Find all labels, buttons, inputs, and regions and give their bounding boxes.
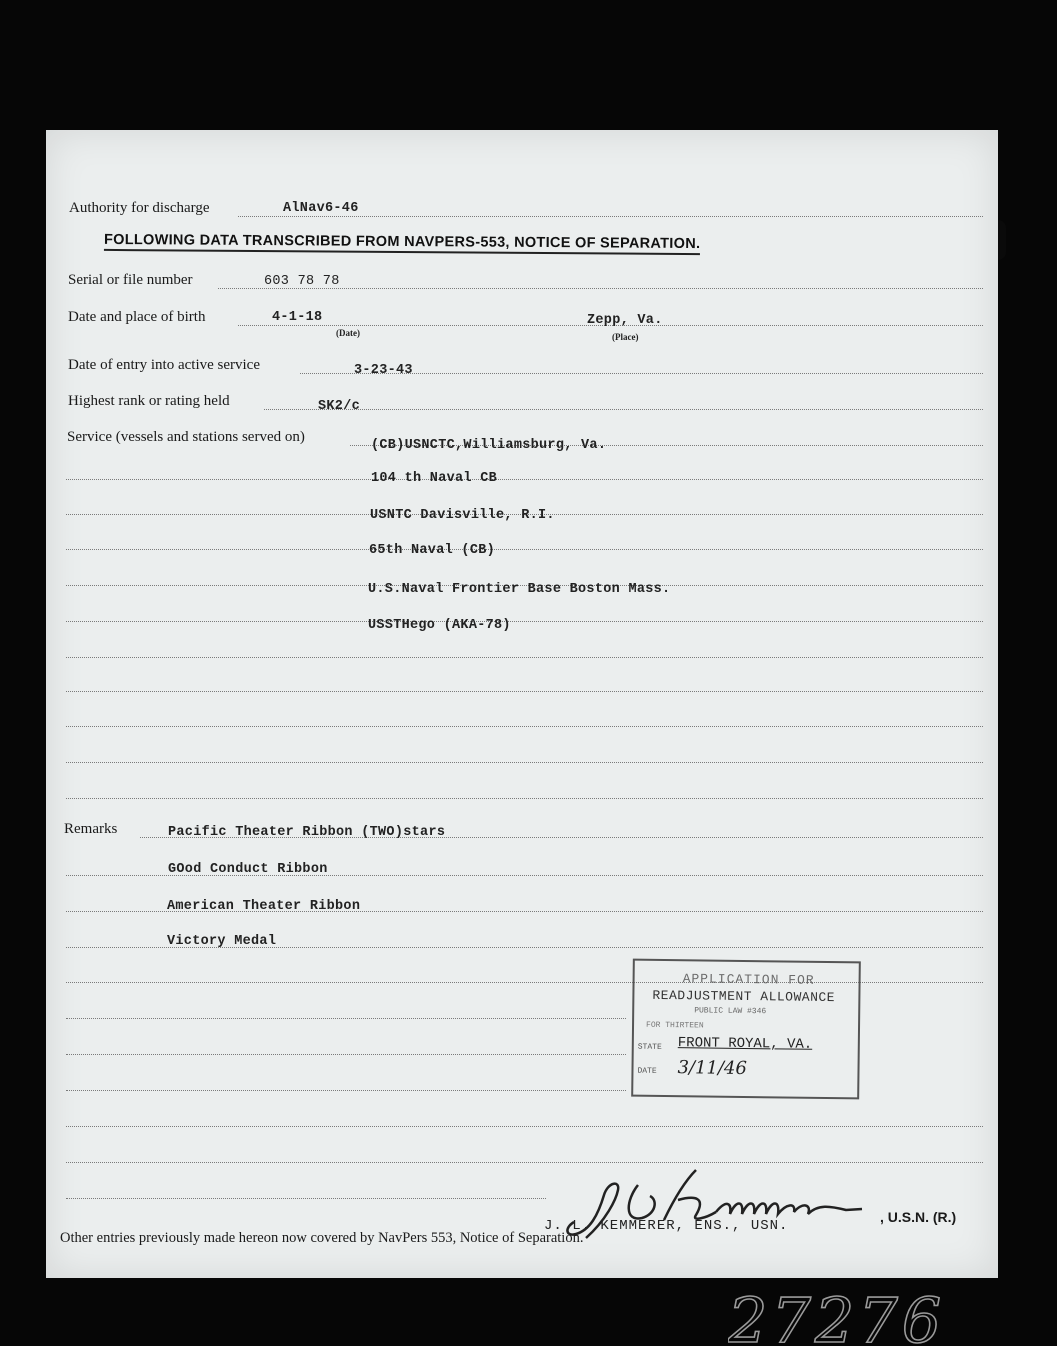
blank-line: [66, 1054, 626, 1055]
readjustment-allowance-stamp: [631, 959, 861, 1100]
blank-line: [66, 762, 983, 763]
serial-label: Serial or file number: [68, 272, 193, 288]
authority-value: AlNav6-46: [283, 201, 359, 216]
blank-line: [66, 1126, 983, 1127]
blank-line: [66, 798, 983, 799]
rank-line: [264, 409, 983, 410]
entry-value: 3-23-43: [354, 363, 413, 378]
service-entry: USSTHego (AKA-78): [368, 618, 511, 633]
birth-date: 4-1-18: [272, 310, 323, 325]
stamp-line-1: APPLICATION FOR: [682, 971, 815, 988]
remarks-entry: Victory Medal: [167, 934, 277, 949]
service-line-3: [66, 549, 983, 550]
blank-line: [66, 657, 983, 658]
entry-label: Date of entry into active service: [68, 357, 260, 373]
stamp-date-label: DATE: [637, 1066, 657, 1076]
archive-number-text: 27276: [728, 1286, 946, 1346]
stamp-date-value: 3/11/46: [677, 1057, 748, 1080]
document-page: [46, 130, 998, 1278]
service-line-5: [66, 621, 983, 622]
birth-place-caption: (Place): [612, 332, 639, 342]
page-edge-tab: [998, 220, 1006, 260]
service-label: Service (vessels and stations served on): [67, 429, 305, 445]
blank-line: [66, 1090, 626, 1091]
stamp-state-value: FRONT ROYAL, VA.: [677, 1035, 813, 1053]
service-entry: U.S.Naval Frontier Base Boston Mass.: [368, 582, 671, 597]
service-entry: 65th Naval (CB): [369, 543, 496, 558]
service-entry: 104 th Naval CB: [371, 471, 498, 486]
remarks-entry: GOod Conduct Ribbon: [168, 862, 328, 877]
service-entry: (CB)USNCTC,Williamsburg, Va.: [371, 438, 607, 453]
authority-line: [238, 216, 983, 217]
stamp-line-4: FOR THIRTEEN: [645, 1020, 704, 1031]
remarks-label: Remarks: [64, 821, 118, 837]
usn-suffix: , U.S.N. (R.): [880, 1209, 957, 1225]
service-entry: USNTC Davisville, R.I.: [370, 508, 555, 523]
blank-line: [66, 1018, 626, 1019]
serial-value: 603 78 78: [264, 274, 340, 289]
blank-line: [66, 1198, 546, 1199]
birth-label: Date and place of birth: [68, 309, 206, 325]
rank-label: Highest rank or rating held: [68, 393, 230, 409]
rank-value: SK2/c: [318, 399, 361, 414]
stamp-state-label: STATE: [637, 1042, 662, 1052]
birth-date-caption: (Date): [336, 328, 360, 338]
signer-typed-name: J. L. KEMMERER, ENS., USN.: [544, 1218, 789, 1234]
stamp-line-3: PUBLIC LAW #346: [694, 1006, 767, 1017]
footer-note: Other entries previously made hereon now covered by NavPers 553, Notice of Separation.: [60, 1230, 584, 1246]
birth-place: Zepp, Va.: [587, 313, 663, 328]
service-line-1: [66, 479, 983, 480]
blank-line: [66, 691, 983, 692]
blank-line: [66, 726, 983, 727]
remarks-entry: Pacific Theater Ribbon (TWO)stars: [168, 825, 446, 840]
authority-label: Authority for discharge: [69, 200, 210, 216]
remarks-entry: American Theater Ribbon: [167, 899, 361, 914]
form-heading: FOLLOWING DATA TRANSCRIBED FROM NAVPERS-553, NOTICE OF SEPARATION.: [104, 232, 700, 255]
archive-number-handwritten: [728, 1286, 1008, 1346]
stamp-line-2: READJUSTMENT ALLOWANCE: [652, 987, 836, 1006]
